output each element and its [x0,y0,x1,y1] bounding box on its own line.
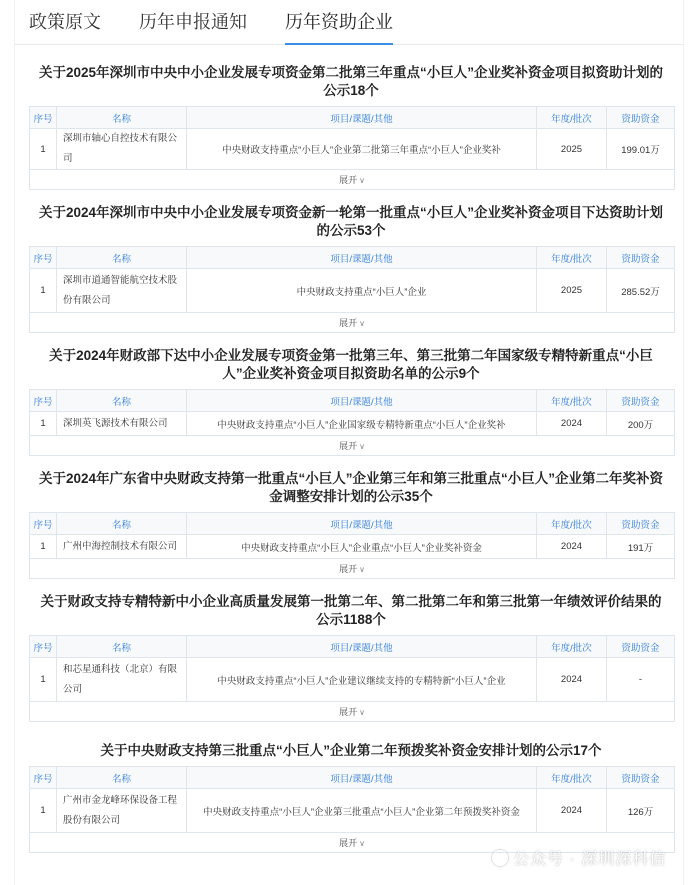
column-header: 年度/批次 [537,636,607,658]
funding-section [29,347,673,456]
funding-section [29,64,673,190]
column-header: 年度/批次 [537,390,607,412]
year-batch: 2024 [537,412,607,436]
column-header: 项目/课题/其他 [187,636,537,658]
row-index: 1 [30,129,57,170]
watermark [492,846,666,869]
column-header: 资助资金 [607,247,675,269]
row-index: 1 [30,658,57,702]
year-batch: 2025 [537,129,607,170]
expand-label: 展开 [339,564,358,574]
column-header: 项目/课题/其他 [187,247,537,269]
column-header: 项目/课题/其他 [187,513,537,535]
column-header: 资助资金 [607,513,675,535]
year-batch: 2024 [537,789,607,833]
watermark-text: 公众号 · 深圳深科信 [513,851,667,868]
expand-label: 展开 [339,318,358,328]
expand-row [30,702,675,722]
column-header: 项目/课题/其他 [187,767,537,789]
funding-table [29,512,675,579]
company-name: 和芯星通科技（北京）有限公司 [57,658,187,702]
table-row[interactable] [30,269,675,313]
column-header: 资助资金 [607,107,675,129]
column-header: 序号 [30,767,57,789]
funding-table [29,246,675,333]
funding-table [29,766,675,853]
funding-table [29,635,675,722]
company-name: 深圳市轴心自控技术有限公司 [57,129,187,170]
company-name: 广州市金龙峰环保设备工程股份有限公司 [57,789,187,833]
project-name: 中央财政支持重点“小巨人”企业建议继续支持的专精特新“小巨人”企业 [187,658,537,702]
project-name: 中央财政支持重点“小巨人”企业重点“小巨人”企业奖补资金 [187,535,537,559]
expand-label: 展开 [339,175,358,185]
funding-section [29,742,673,853]
column-header: 名称 [57,107,187,129]
column-header: 序号 [30,513,57,535]
chevron-down-icon: ∨ [359,708,365,717]
table-header-row [30,767,675,789]
column-header: 资助资金 [607,636,675,658]
company-name: 深圳英飞源技术有限公司 [57,412,187,436]
tab-bar [15,0,683,44]
column-header: 项目/课题/其他 [187,107,537,129]
table-row[interactable] [30,658,675,702]
funding-section [29,470,673,579]
chevron-down-icon: ∨ [359,176,365,185]
sections-list [15,64,683,853]
funding-amount: 285.52万 [607,269,675,313]
column-header: 序号 [30,107,57,129]
row-index: 1 [30,535,57,559]
column-header: 年度/批次 [537,513,607,535]
chevron-down-icon: ∨ [359,319,365,328]
funding-amount: 199.01万 [607,129,675,170]
table-row[interactable] [30,129,675,170]
table-header-row [30,247,675,269]
table-row[interactable] [30,535,675,559]
project-name: 中央财政支持重点“小巨人”企业第三批重点“小巨人”企业第二年预拨奖补资金 [187,789,537,833]
chevron-down-icon: ∨ [359,442,365,451]
funding-section [29,204,673,333]
column-header: 序号 [30,636,57,658]
expand-button[interactable] [30,559,675,579]
column-header: 名称 [57,390,187,412]
column-header: 年度/批次 [537,767,607,789]
expand-label: 展开 [339,838,358,848]
column-header: 项目/课题/其他 [187,390,537,412]
funding-table [29,389,675,456]
company-name: 广州中海控制技术有限公司 [57,535,187,559]
table-header-row [30,513,675,535]
column-header: 序号 [30,247,57,269]
project-name: 中央财政支持重点“小巨人”企业第二批第三年重点“小巨人”企业奖补 [187,129,537,170]
tab-policy-original[interactable]: 政策原文 [29,12,101,32]
row-index: 1 [30,412,57,436]
row-index: 1 [30,269,57,313]
project-name: 中央财政支持重点“小巨人”企业国家级专精特新重点“小巨人”企业奖补 [187,412,537,436]
column-header: 资助资金 [607,390,675,412]
expand-label: 展开 [339,441,358,451]
year-batch: 2024 [537,535,607,559]
project-name: 中央财政支持重点“小巨人”企业 [187,269,537,313]
section-title[interactable]: 关于2024年广东省中央财政支持第一批重点“小巨人”企业第三年和第三批重点“小巨人”企业第二年奖补资金调整安排计划的公示35个 [38,471,664,504]
row-index: 1 [30,789,57,833]
chevron-down-icon: ∨ [359,839,365,848]
column-header: 名称 [57,513,187,535]
column-header: 资助资金 [607,767,675,789]
expand-button[interactable] [30,436,675,456]
column-header: 年度/批次 [537,247,607,269]
funding-amount: - [607,658,675,702]
table-header-row [30,107,675,129]
funding-amount: 200万 [607,412,675,436]
expand-row [30,313,675,333]
expand-row [30,559,675,579]
expand-button[interactable] [30,313,675,333]
section-title[interactable]: 关于财政支持专精特新中小企业高质量发展第一批第二年、第二批第二年和第三批第一年绩效评价结果的公示1188个 [40,594,662,627]
expand-button[interactable] [30,702,675,722]
expand-label: 展开 [339,707,358,717]
table-row[interactable] [30,412,675,436]
expand-row [30,170,675,190]
chevron-down-icon: ∨ [359,565,365,574]
column-header: 名称 [57,247,187,269]
page-container [14,0,684,885]
section-title[interactable]: 关于2025年深圳市中央中小企业发展专项资金第二批第三年重点“小巨人”企业奖补资金项目拟资助计划的公示18个 [38,65,664,98]
section-title[interactable]: 关于中央财政支持第三批重点“小巨人”企业第二年预拨奖补资金安排计划的公示17个 [100,743,602,758]
year-batch: 2025 [537,269,607,313]
company-name: 深圳市道通智能航空技术股份有限公司 [57,269,187,313]
column-header: 名称 [57,636,187,658]
tab-funded-companies[interactable]: 历年资助企业 [285,8,393,44]
table-header-row [30,390,675,412]
section-title[interactable]: 关于2024年深圳市中央中小企业发展专项资金新一轮第一批重点“小巨人”企业奖补资金项目下达资助计划的公示53个 [38,205,664,238]
funding-amount: 191万 [607,535,675,559]
year-batch: 2024 [537,658,607,702]
funding-amount: 126万 [607,789,675,833]
table-row[interactable] [30,789,675,833]
funding-section [29,593,673,722]
wechat-icon [492,850,508,866]
expand-row [30,436,675,456]
column-header: 序号 [30,390,57,412]
tab-past-notices[interactable]: 历年申报通知 [139,12,247,32]
table-header-row [30,636,675,658]
column-header: 名称 [57,767,187,789]
section-title[interactable]: 关于2024年财政部下达中小企业发展专项资金第一批第三年、第三批第二年国家级专精特新重点“小巨人”企业奖补资金项目拟资助名单的公示9个 [49,348,653,381]
column-header: 年度/批次 [537,107,607,129]
expand-button[interactable] [30,170,675,190]
funding-table [29,106,675,190]
